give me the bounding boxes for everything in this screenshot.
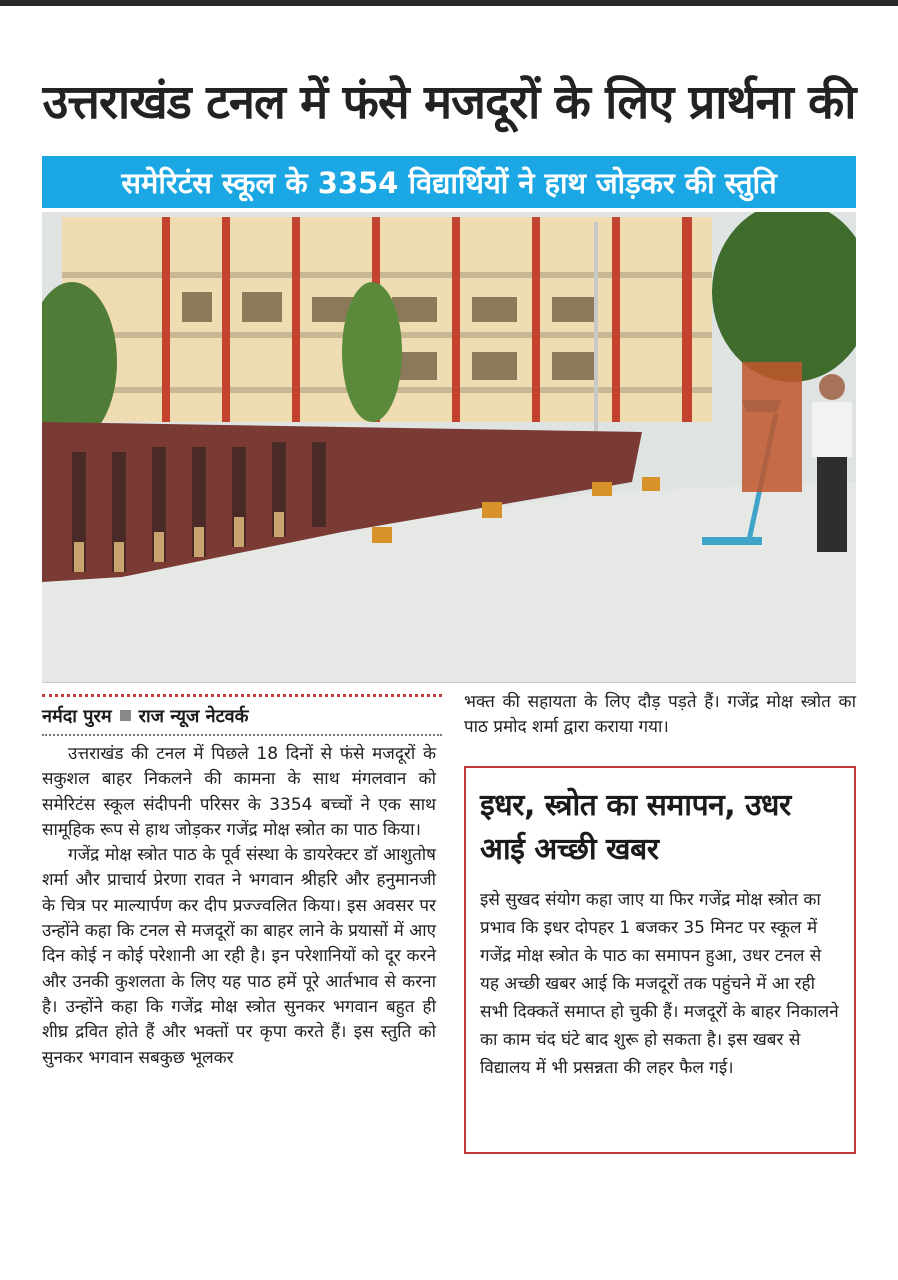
divider: [42, 734, 442, 736]
sidebar-box: [464, 766, 856, 1154]
article-paragraph-3: भक्त की सहायता के लिए दौड़ पड़ते हैं। गजेंद्र मोक्ष स्त्रोत का पाठ प्रमोद शर्मा द्वारा कराया गया।: [464, 692, 856, 738]
sidebar-box-title: इधर, स्त्रोत का समापन, उधर आई अच्छी खबर: [480, 788, 791, 867]
square-bullet-icon: [120, 710, 131, 721]
article-paragraph-2: गजेंद्र मोक्ष स्त्रोत पाठ के पूर्व संस्था के डायरेक्टर डॉ आशुतोष शर्मा और प्राचार्य प्रेरणा रावत ने भगवान श्रीहरि और हनुमानजी के चित्र पर माल्यार्पण कर दीप प्रज्ज्वलित किया। इस अवसर पर उन्होंने कहा कि टनल से मजदूरों का बाहर लाने के प्रयासों में आए दिन कोई न कोई परेशानी आ रही है। इन परेशानियों को दूर करने और उनकी कुशलता के लिए यह पाठ हमें पूरे आर्तभाव से करना है। उन्होंने कहा कि गजेंद्र मोक्ष स्त्रोत सुनकर भगवान बहुत ही शीघ्र द्रवित होते हैं और भक्तों पर कृपा करते हैं। इस स्तुति को सुनकर भगवान सबकुछ भूलकर: [42, 845, 436, 1068]
news-photo: [42, 212, 856, 683]
article-column-left: [42, 742, 436, 1071]
article-column-right: [464, 690, 856, 741]
sidebar-box-text: इसे सुखद संयोग कहा जाए या फिर गजेंद्र मोक्ष स्त्रोत का प्रभाव कि इधर दोपहर 1 बजकर 35 मिनट पर स्कूल में गजेंद्र मोक्ष स्त्रोत के पाठ का समापन हुआ, उधर टनल से यह अच्छी खबर आई कि मजदूरों तक पहुंचने में आ रही सभी दिक्कतें समाप्त हो चुकी हैं। मजदूरों के बाहर निकालने का काम चंद घंटे बाद शुरू हो सकता है। इस खबर से विद्यालय में भी प्रसन्नता की लहर फैल गई।: [480, 890, 839, 1078]
subheadline-banner: [42, 156, 856, 208]
headline: उत्तराखंड टनल में फंसे मजदूरों के लिए प्रार्थना की: [42, 75, 856, 130]
byline-agency: राज न्यूज नेटवर्क: [138, 705, 249, 727]
article-paragraph-1: उत्तराखंड की टनल में पिछले 18 दिनों से फंसे मजदूरों के सकुशल बाहर निकलने की कामना के साथ मंगलवान को समेरिटंस स्कूल संदीपनी परिसर के 3354 बच्चों ने एक साथ सामूहिक रूप से हाथ जोड़कर गजेंद्र मोक्ष स्त्रोत का पाठ किया।: [42, 744, 436, 840]
byline-place: नर्मदा पुरम: [42, 705, 112, 727]
subheadline: समेरिटंस स्कूल के 3354 विद्यार्थियों ने हाथ जोड़कर की स्तुति: [121, 165, 777, 200]
byline: [42, 694, 442, 730]
top-bar: [0, 0, 898, 6]
